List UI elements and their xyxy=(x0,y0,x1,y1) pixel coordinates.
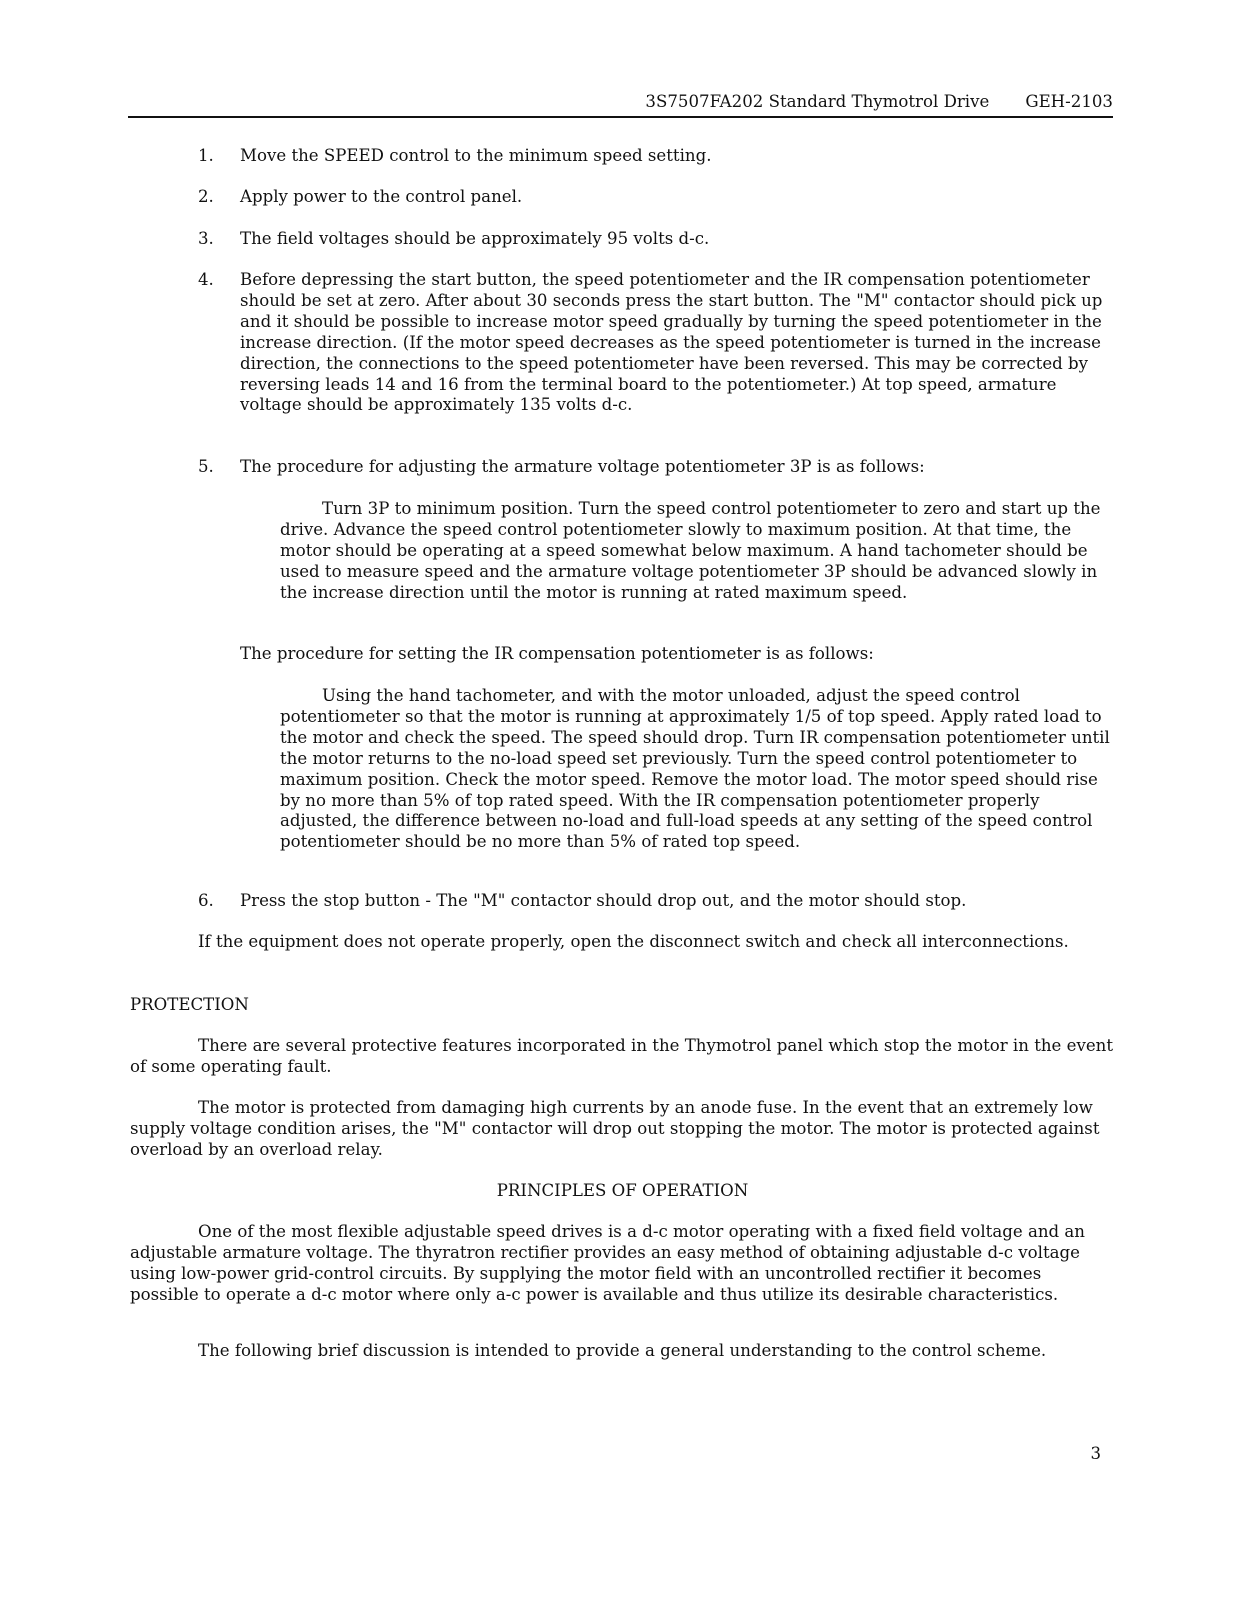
step-item xyxy=(198,891,1113,912)
ir-intro: The procedure for setting the IR compensation potentiometer is as follows: xyxy=(240,644,874,663)
step-item xyxy=(198,270,1113,416)
step-text: The field voltages should be approximately 95 volts d-c. xyxy=(240,229,710,248)
page-number: 3 xyxy=(1090,1444,1101,1463)
step-text: The procedure for adjusting the armature voltage potentiometer 3P is as follows: xyxy=(240,457,925,476)
ir-detail-text: Using the hand tachometer, and with the motor unloaded, adjust the speed control potentiometer so that the motor is running at approximately 1/5 of top speed. Apply rated load to the motor and check the speed. The speed should drop. Turn IR compensation potentiometer until the motor returns to the no-load speed set previously. Turn the speed control potentiometer to maximum position. Check the motor speed. Remove the motor load. The motor speed should rise by no more than 5% of top rated speed. With the IR compensation potentiometer properly adjusted, the difference between no-load and full-load speeds at any setting of the speed control potentiometer should be no more than 5% of rated top speed. xyxy=(280,686,1110,852)
step-number: 5. xyxy=(198,457,214,476)
step-text: Apply power to the control panel. xyxy=(240,187,523,206)
step-number: 2. xyxy=(198,187,214,206)
step-number: 1. xyxy=(198,146,214,165)
step-number: 6. xyxy=(198,891,214,910)
principles-paragraph: The following brief discussion is intended to provide a general understanding to the control scheme. xyxy=(198,1341,1047,1360)
step-number: 4. xyxy=(198,270,214,289)
step-item xyxy=(198,457,1113,478)
step-number: 3. xyxy=(198,229,214,248)
malfunction-note: If the equipment does not operate properly, open the disconnect switch and check all interconnections. xyxy=(198,932,1069,951)
protection-heading: PROTECTION xyxy=(130,995,249,1014)
step5-detail-text: Turn 3P to minimum position. Turn the speed control potentiometer to zero and start up the drive. Advance the speed control potentiometer slowly to maximum position. At that time, the motor should be operating at a speed somewhat below maximum. A hand tachometer should be used to measure speed and the armature voltage potentiometer 3P should be advanced slowly in the increase direction until the motor is running at rated maximum speed. xyxy=(280,499,1101,602)
ir-detail xyxy=(280,686,1115,853)
step-item xyxy=(198,229,1113,250)
step-text: Press the stop button - The "M" contactor should drop out, and the motor should stop. xyxy=(240,891,967,910)
step-item xyxy=(198,187,1113,208)
header-doc-number: GEH-2103 xyxy=(1025,92,1113,111)
step-text: Before depressing the start button, the speed potentiometer and the IR compensation potentiometer should be set at zero. After about 30 seconds press the start button. The "M" contactor should pick up and it should be possible to increase motor speed gradually by turning the speed potentiometer in the increase direction. (If the motor speed decreases as the speed potentiometer is turned in the increase direction, the connections to the speed potentiometer have been reversed. This may be corrected by reversing leads 14 and 16 from the terminal board to the potentiometer.) At top speed, armature voltage should be approximately 135 volts d-c. xyxy=(240,270,1103,415)
header-title: 3S7507FA202 Standard Thymotrol Drive xyxy=(645,92,990,111)
protection-paragraph: There are several protective features incorporated in the Thymotrol panel which stop the motor in the event of some operating fault. xyxy=(130,1036,1114,1076)
step-item xyxy=(198,146,1113,167)
step-text: Move the SPEED control to the minimum speed setting. xyxy=(240,146,712,165)
step5-detail xyxy=(280,499,1115,604)
protection-paragraph: The motor is protected from damaging high currents by an anode fuse. In the event that an extremely low supply voltage condition arises, the "M" contactor will drop out stopping the motor. The motor is protected against overload by an overload relay. xyxy=(130,1098,1100,1159)
header-rule xyxy=(128,116,1113,118)
page-header xyxy=(128,92,1113,113)
principles-heading: PRINCIPLES OF OPERATION xyxy=(496,1181,749,1200)
principles-paragraph: One of the most flexible adjustable speed drives is a d-c motor operating with a fixed field voltage and an adjustable armature voltage. The thyratron rectifier provides an easy method of obtaining adjustable d-c voltage using low-power grid-control circuits. By supplying the motor field with an uncontrolled rectifier it becomes possible to operate a d-c motor where only a-c power is available and thus utilize its desirable characteristics. xyxy=(130,1222,1085,1304)
